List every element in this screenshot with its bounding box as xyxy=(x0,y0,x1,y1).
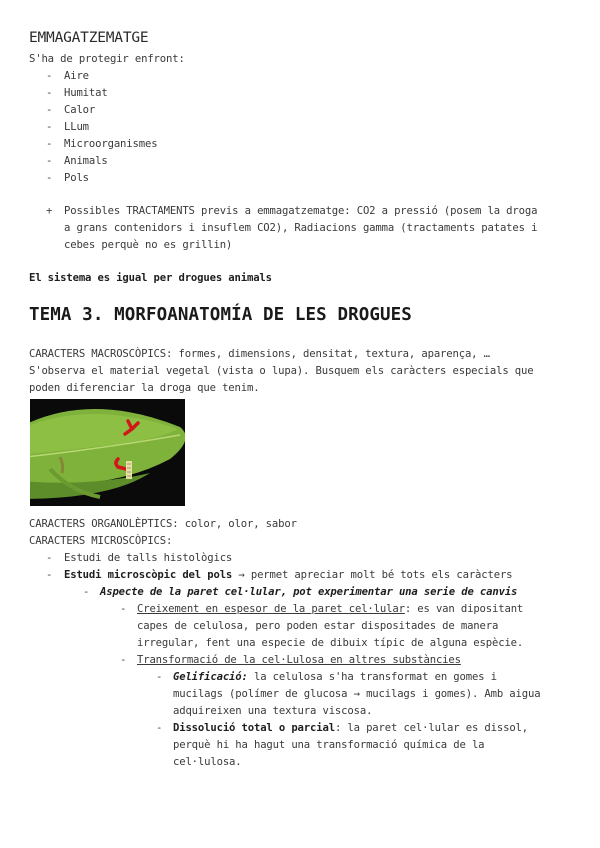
gel-label: Gelificació: xyxy=(173,671,248,683)
treatments-line-1: Possibles TRACTAMENTS previs a emmagatzematge: CO2 a pressió (posem la droga xyxy=(64,205,538,217)
cell-wall-item: Aspecte de la paret cel·lular, pot experimentar una serie de canvis xyxy=(100,586,518,598)
diss-item xyxy=(173,720,528,737)
diss-line-2: perquè hi ha hagut una transformació química de la xyxy=(173,739,485,751)
dash-bullet: - xyxy=(46,552,53,564)
storage-item: Calor xyxy=(64,104,96,116)
dash-bullet: - xyxy=(120,654,127,666)
growth-line-3: irregular, fent una especie de dibuix típic de alguna espècie. xyxy=(137,637,524,649)
growth-line-2: capes de celulosa, pero poden estar dispositades de manera xyxy=(137,620,499,632)
dash-bullet: - xyxy=(46,172,53,184)
diss-rest: : la paret cel·lular es dissol, xyxy=(334,722,529,734)
storage-item: Microorganismes xyxy=(64,138,158,150)
dash-bullet: - xyxy=(46,121,53,133)
storage-item: Humitat xyxy=(64,87,108,99)
microscopic-line: CARACTERS MICROSCÒPICS: xyxy=(29,535,173,547)
plus-bullet: + xyxy=(46,205,53,217)
storage-item: Animals xyxy=(64,155,108,167)
gel-line-2: mucilags (polímer de glucosa → mucilags i gomes). Amb aigua xyxy=(173,688,541,700)
gel-line-3: adquireixen una textura viscosa. xyxy=(173,705,373,717)
storage-item: Pols xyxy=(64,172,89,184)
leaf-illustration xyxy=(30,399,185,506)
treatments-line-3: cebes perquè no es grillin) xyxy=(64,239,233,251)
organoleptic-line: CARACTERS ORGANOLÈPTICS: color, olor, sabor xyxy=(29,518,297,530)
pollen-bold: Estudi microscòpic del pols xyxy=(64,569,233,581)
histology-item: Estudi de talls histològics xyxy=(64,552,233,564)
diss-label: Dissolució total o parcial xyxy=(173,722,335,734)
gel-rest: la celulosa s'ha transformat en gomes i xyxy=(247,671,497,683)
pollen-item xyxy=(64,567,512,584)
storage-item: Aire xyxy=(64,70,89,82)
section-title-theme3: TEMA 3. MORFOANATOMÍA DE LES DROGUES xyxy=(29,305,412,325)
storage-intro: S'ha de protegir enfront: xyxy=(29,53,185,65)
diss-line-3: cel·lulosa. xyxy=(173,756,242,768)
dash-bullet: - xyxy=(46,87,53,99)
dash-bullet: - xyxy=(83,586,90,598)
leaf-photo xyxy=(30,399,185,506)
treatments-line-2: a grans contenidors i insuflem CO2), Radiacions gamma (tractaments patates i xyxy=(64,222,538,234)
animals-note: El sistema es igual per drogues animals xyxy=(29,272,272,284)
dash-bullet: - xyxy=(46,569,53,581)
storage-item: LLum xyxy=(64,121,89,133)
macro-line-2: S'observa el material vegetal (vista o lupa). Busquem els caràcters especials que xyxy=(29,365,534,377)
macro-line-3: poden diferenciar la droga que tenim. xyxy=(29,382,260,394)
dash-bullet: - xyxy=(156,722,163,734)
dash-bullet: - xyxy=(46,138,53,150)
macro-line-1: CARACTERS MACROSCÒPICS: formes, dimensions, densitat, textura, aparença, … xyxy=(29,348,490,360)
dash-bullet: - xyxy=(120,603,127,615)
pollen-rest: → permet apreciar molt bé tots els caràcters xyxy=(232,569,513,581)
growth-rest: : es van dipositant xyxy=(404,603,524,615)
growth-item xyxy=(137,601,523,618)
transform-item: Transformació de la cel·Lulosa en altres substàncies xyxy=(137,654,461,666)
dash-bullet: - xyxy=(46,155,53,167)
dash-bullet: - xyxy=(46,104,53,116)
dash-bullet: - xyxy=(156,671,163,683)
gel-item xyxy=(173,669,497,686)
dash-bullet: - xyxy=(46,70,53,82)
growth-label: Creixement en espesor de la paret cel·lular xyxy=(137,603,405,615)
section-title-storage: EMMAGATZEMATGE xyxy=(29,30,149,46)
